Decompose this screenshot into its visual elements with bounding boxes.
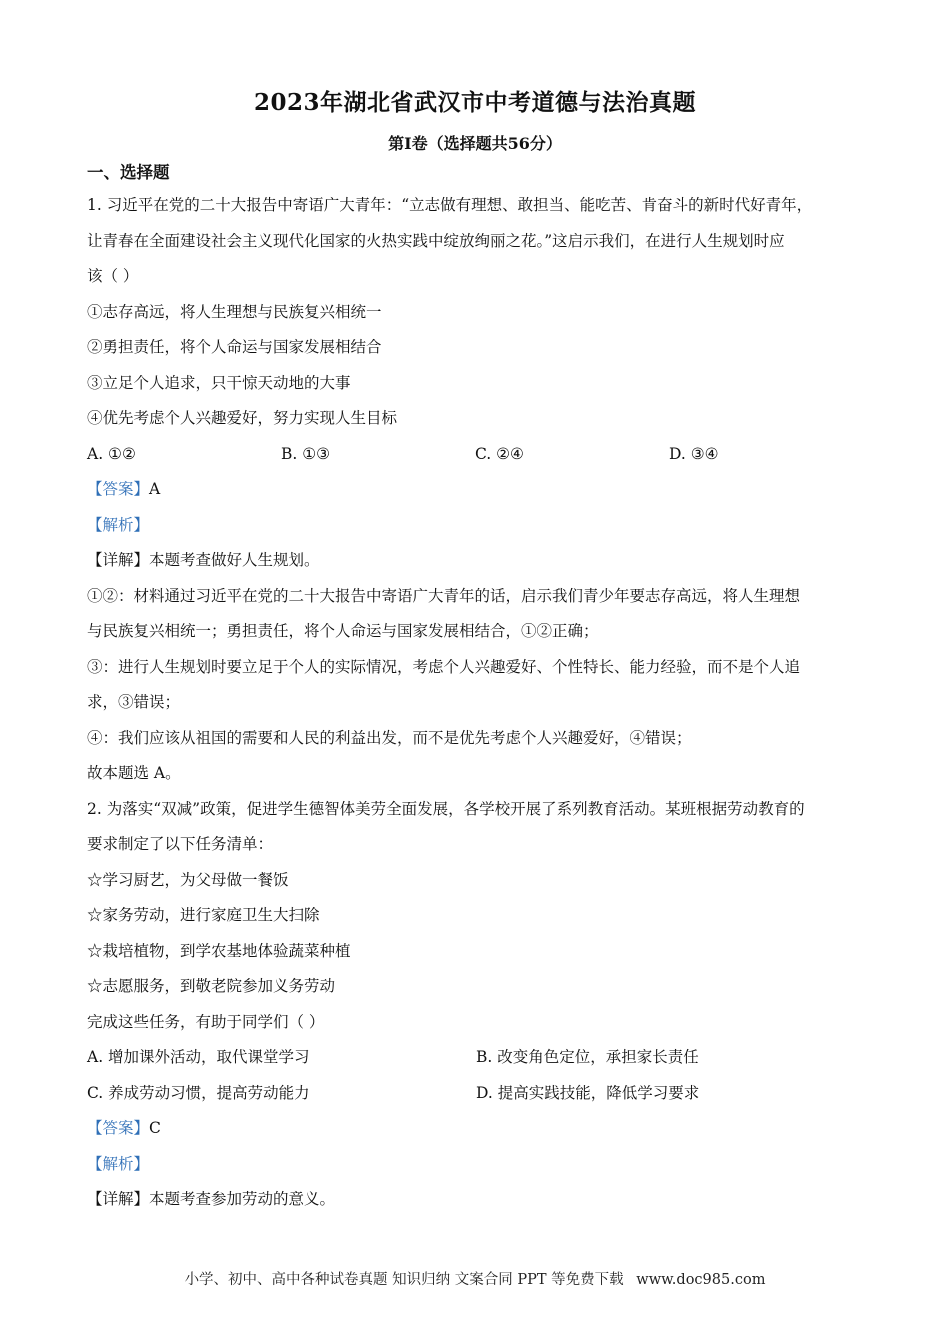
q2-option-b: B. 改变角色定位，承担家长责任	[476, 1048, 699, 1066]
q1-item: ①志存高远，将人生理想与民族复兴相统一	[87, 302, 382, 321]
question-2	[87, 792, 867, 1218]
q2-answer-label: 【答案】	[87, 1119, 150, 1137]
document-body	[87, 158, 867, 1218]
footer-url[interactable]: www.doc985.com	[636, 1272, 766, 1288]
page-title: 2023年湖北省武汉市中考道德与法治真题	[253, 89, 696, 116]
page-subtitle: 第I卷（选择题共56分）	[388, 134, 562, 153]
q2-item: ☆家务劳动，进行家庭卫生大扫除	[87, 906, 320, 924]
q2-stem-line: 要求制定了以下任务清单：	[87, 835, 274, 853]
q1-option-a: A. ①②	[87, 444, 136, 463]
q2-stem-line: 2. 为落实“双减”政策，促进学生德智体美劳全面发展，各学校开展了系列教育活动。某班根据劳动教育的	[87, 799, 805, 818]
q2-option-d: D. 提高实践技能，降低学习要求	[476, 1083, 700, 1102]
q2-options-row-2	[87, 1076, 867, 1112]
footer-text: 小学、初中、高中各种试卷真题 知识归纳 文案合同 PPT 等免费下载	[184, 1272, 624, 1288]
page-footer	[0, 1268, 950, 1289]
q1-detail-line: ④：我们应该从祖国的需要和人民的利益出发，而不是优先考虑个人兴趣爱好，④错误；	[87, 728, 692, 747]
q2-item: ☆志愿服务，到敬老院参加义务劳动	[87, 977, 336, 995]
q1-item: ③立足个人追求，只干惊天动地的大事	[87, 373, 351, 392]
section-heading: 一、选择题	[87, 163, 170, 182]
q1-answer-value: A	[149, 480, 161, 498]
q1-options	[87, 437, 867, 473]
q1-answer-label: 【答案】	[87, 480, 150, 498]
q2-answer	[87, 1111, 867, 1147]
q1-option-d: D. ③④	[669, 444, 719, 463]
q1-stem-line: 1. 习近平在党的二十大报告中寄语广大青年：“立志做有理想、敢担当、能吃苦、肯奋斗的新时代好青年，	[87, 196, 813, 214]
q1-option-c: C. ②④	[475, 444, 524, 463]
q1-detail-line: 与民族复兴相统一；勇担责任，将个人命运与国家发展相结合，①②正确；	[87, 622, 599, 640]
q2-answer-value: C	[149, 1119, 161, 1137]
q1-detail-line: ③：进行人生规划时要立足于个人的实际情况，考虑个人兴趣爱好、个性特长、能力经验，而不是个人追	[87, 657, 801, 676]
q2-options-row-1	[87, 1040, 867, 1076]
q1-detail-line: 故本题选 A。	[87, 764, 181, 782]
q1-item: ④优先考虑个人兴趣爱好，努力实现人生目标	[87, 409, 398, 427]
q1-item: ②勇担责任，将个人命运与国家发展相结合	[87, 338, 382, 356]
question-1	[87, 188, 867, 792]
q1-answer	[87, 472, 867, 508]
q2-question: 完成这些任务，有助于同学们（ ）	[87, 1012, 325, 1031]
q1-option-b: B. ①③	[281, 444, 331, 463]
q1-detail-line: 求，③错误；	[87, 693, 181, 711]
q2-analysis-label: 【解析】	[87, 1154, 150, 1173]
q1-stem-line: 让青春在全面建设社会主义现代化国家的火热实践中绽放绚丽之花。”这启示我们，在进行人生规划时应	[87, 231, 785, 250]
q2-option-a: A. 增加课外活动，取代课堂学习	[87, 1048, 310, 1066]
q1-stem-line: 该（ ）	[87, 267, 139, 285]
q1-detail-line: ①②：材料通过习近平在党的二十大报告中寄语广大青年的话，启示我们青少年要志存高远，将人生理想	[87, 586, 801, 605]
q2-detail: 【详解】本题考查参加劳动的意义。	[87, 1190, 336, 1208]
q2-item: ☆栽培植物，到学农基地体验蔬菜种植	[87, 941, 351, 960]
q1-analysis-label: 【解析】	[87, 515, 150, 534]
q1-detail-line: 【详解】本题考查做好人生规划。	[87, 551, 320, 569]
q2-item: ☆学习厨艺，为父母做一餐饭	[87, 870, 289, 889]
q2-option-c: C. 养成劳动习惯，提高劳动能力	[87, 1083, 310, 1102]
